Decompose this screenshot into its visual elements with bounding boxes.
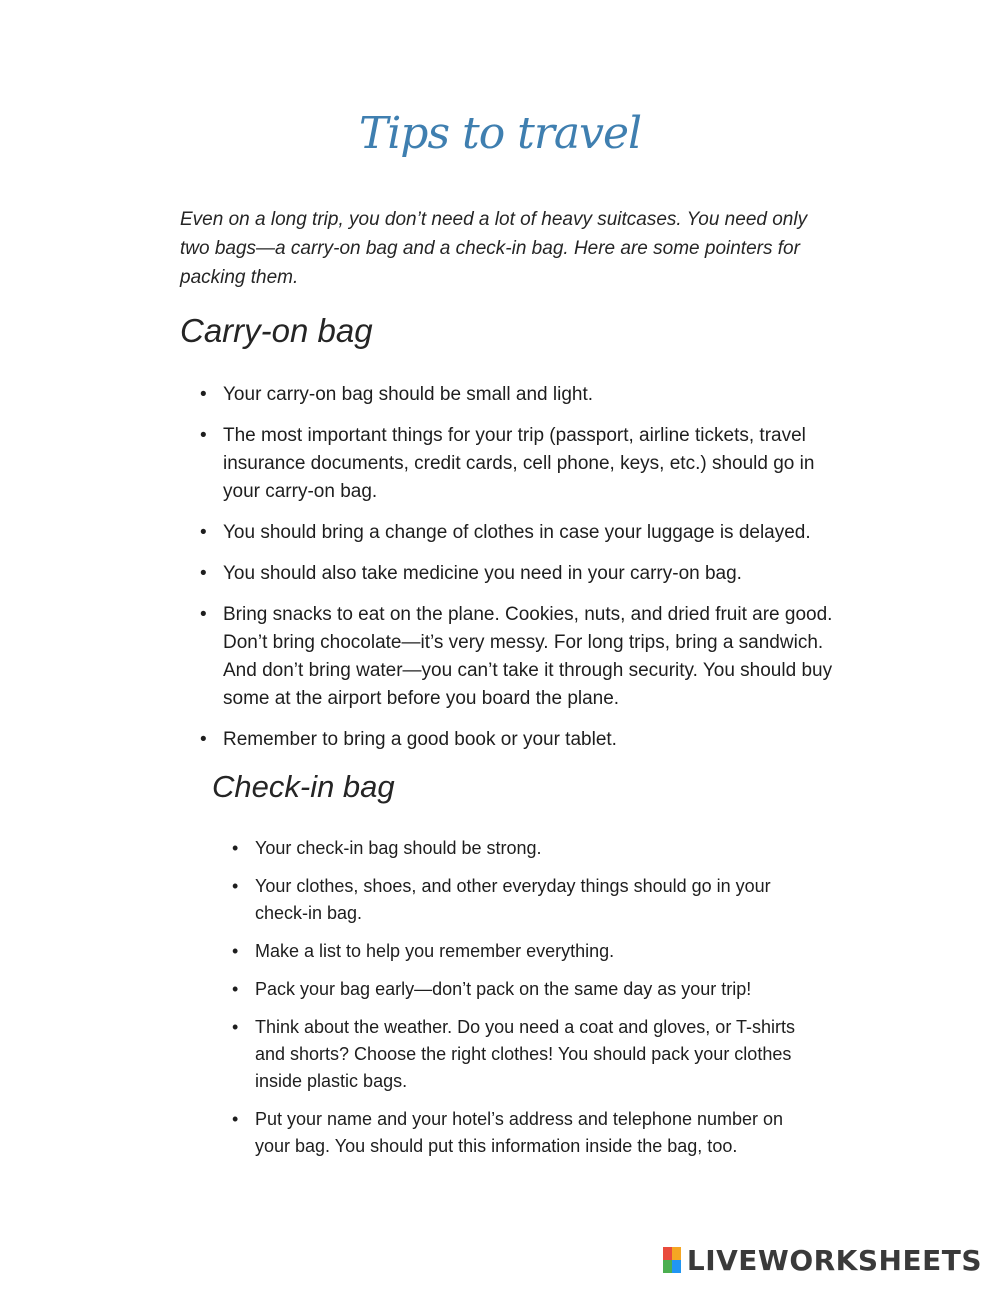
list-item-text: Your carry-on bag should be small and light. — [223, 384, 594, 405]
list-item — [200, 422, 850, 506]
bullet-icon: • — [200, 384, 207, 405]
list-item-text: Make a list to help you remember everything. — [255, 941, 615, 961]
list-item-text: You should also take medicine you need in your carry-on bag. — [223, 563, 742, 584]
bullet-icon: • — [200, 425, 207, 446]
list-item — [232, 938, 812, 965]
bullet-icon: • — [232, 1017, 239, 1037]
list-item-text: Bring snacks to eat on the plane. Cookies, nuts, and dried fruit are good. Don’t bring chocolate—it’s very messy. For long trips, bring a sandwich. And don’t bring water—you can’t take it through security. You should buy some at the airport before you board the plane. — [223, 604, 833, 709]
logo-square-green — [663, 1260, 672, 1273]
list-item-text: Put your name and your hotel’s address and telephone number on your bag. You should put this information inside the bag, too. — [255, 1109, 784, 1156]
bullet-icon: • — [232, 876, 239, 896]
brand-name: LIVEWORKSHEETS — [686, 1243, 982, 1277]
carry-on-list — [200, 381, 850, 767]
intro-paragraph: Even on a long trip, you don’t need a lot of heavy suitcases. You need only two bags—a carry-on bag and a check-in bag. Here are some pointers for packing them. — [180, 209, 808, 288]
list-item — [232, 1106, 812, 1160]
list-item-text: Pack your bag early—don’t pack on the same day as your trip! — [255, 979, 752, 999]
logo-square-orange — [672, 1247, 681, 1260]
bullet-icon: • — [200, 604, 207, 625]
list-item — [232, 873, 812, 927]
list-item-text: Remember to bring a good book or your tablet. — [223, 729, 617, 750]
bullet-icon: • — [232, 941, 239, 961]
carry-on-heading: Carry-on bag — [180, 312, 373, 349]
liveworksheets-logo-icon — [663, 1247, 681, 1273]
list-item-text: The most important things for your trip (passport, airline tickets, travel insurance documents, credit cards, cell phone, keys, etc.) should go in your carry-on bag. — [223, 425, 815, 502]
list-item-text: Think about the weather. Do you need a coat and gloves, or T-shirts and shorts? Choose the right clothes! You should pack your clothes inside plastic bags. — [255, 1017, 795, 1091]
bullet-icon: • — [232, 1109, 239, 1129]
list-item — [232, 835, 812, 862]
list-item-text: Your clothes, shoes, and other everyday things should go in your check-in bag. — [255, 876, 771, 923]
check-in-heading: Check-in bag — [212, 769, 395, 804]
liveworksheets-brand[interactable] — [663, 1245, 982, 1275]
list-item — [200, 726, 850, 754]
worksheet-title: Tips to travel — [358, 108, 642, 159]
list-item — [232, 1014, 812, 1095]
logo-square-blue — [672, 1260, 681, 1273]
list-item-text: You should bring a change of clothes in case your luggage is delayed. — [223, 522, 811, 543]
logo-square-red — [663, 1247, 672, 1260]
bullet-icon: • — [232, 838, 239, 858]
list-item — [200, 381, 850, 409]
list-item — [232, 976, 812, 1003]
bullet-icon: • — [232, 979, 239, 999]
bullet-icon: • — [200, 522, 207, 543]
list-item — [200, 601, 850, 713]
check-in-list — [232, 835, 812, 1171]
list-item — [200, 560, 850, 588]
list-item-text: Your check-in bag should be strong. — [255, 838, 542, 858]
bullet-icon: • — [200, 729, 207, 750]
list-item — [200, 519, 850, 547]
bullet-icon: • — [200, 563, 207, 584]
